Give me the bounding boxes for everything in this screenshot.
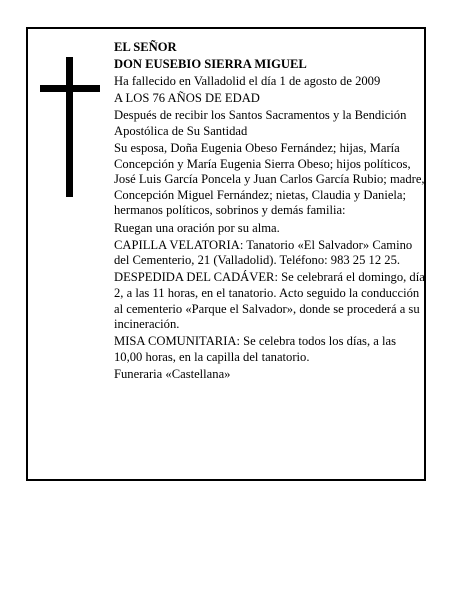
deceased-name: DON EUSEBIO SIERRA MIGUEL: [114, 57, 307, 72]
sacraments-line: Después de recibir los Santos Sacramentos y la Bendición Apostólica de Su Santidad: [114, 108, 407, 138]
cross-vertical-bar: [66, 57, 73, 197]
death-details: Ha fallecido en Valladolid el día 1 de agosto de 2009: [114, 74, 381, 89]
cross-icon: [40, 57, 100, 197]
cross-horizontal-bar: [40, 85, 100, 92]
chapel-details: CAPILLA VELATORIA: Tanatorio «El Salvador» Camino del Cementerio, 21 (Valladolid). Teléfono: 983 25 12 25.: [114, 237, 413, 268]
age-line: A LOS 76 AÑOS DE EDAD: [114, 91, 260, 106]
farewell-details: DESPEDIDA DEL CADÁVER: Se celebrará el domingo, día 2, a las 11 horas, en el tanatorio. Acto seguido la conducción al cementerio «Parque el Salvador», donde se procederá a su incineración.: [114, 270, 425, 332]
funeral-home: Funeraria «Castellana»: [114, 366, 231, 381]
notice-text: [114, 40, 426, 384]
obituary-notice: [26, 27, 426, 481]
notice-heading-title: EL SEÑOR: [114, 40, 177, 54]
prayer-request: Ruegan una oración por su alma.: [114, 220, 280, 235]
family-list: Su esposa, Doña Eugenia Obeso Fernández; hijas, María Concepción y María Eugenia Sierra Obeso; hijos políticos, José Luis García Poncela y Juan Carlos García Rubio; madre, Concepción Miguel Fernández; nietas, Claudia y Daniela; hermanos políticos, sobrinos y demás familia:: [114, 141, 425, 218]
community-mass-details: MISA COMUNITARIA: Se celebra todos los días, a las 10,00 horas, en la capilla del tanatorio.: [114, 334, 396, 364]
